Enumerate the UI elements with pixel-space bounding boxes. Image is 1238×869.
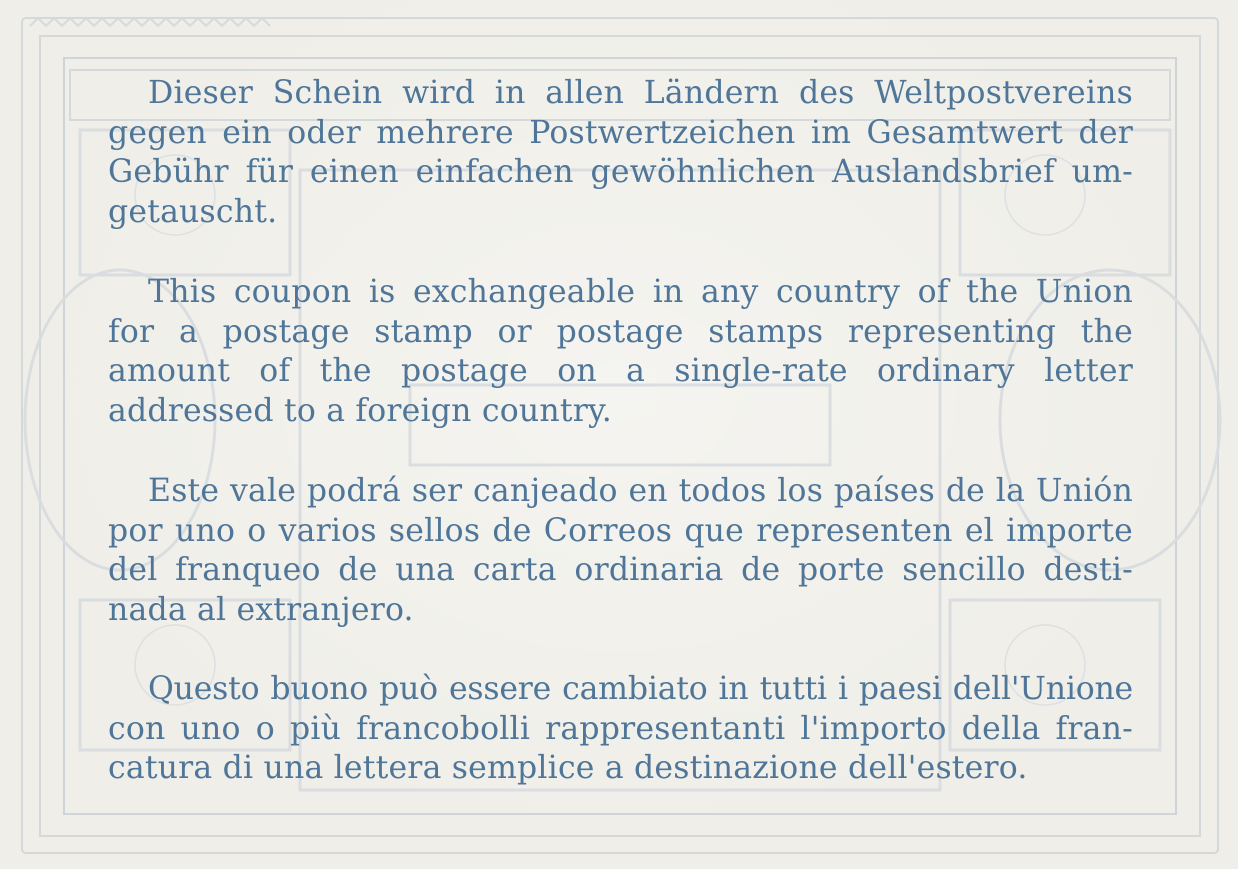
spanish-line-1: Este vale podrá ser canjeado en todos los países de la Unión — [148, 473, 1133, 509]
english-line-4: addressed to a foreign country. — [108, 392, 612, 429]
german-line-4: getauscht. — [108, 193, 278, 230]
italian-paragraph — [108, 670, 1133, 789]
italian-line-3: catura di una lettera semplice a destinazione dell'estero. — [108, 750, 1028, 786]
german-line-2: gegen ein oder mehrere Postwertzeichen im Gesamtwert der — [108, 114, 1133, 151]
english-line-2: for a postage stamp or postage stamps representing the — [108, 313, 1133, 350]
italian-line-2: con uno o più francobolli rappresentanti l'importo della fran- — [108, 710, 1133, 747]
italian-line-1: Questo buono può essere cambiato in tutti i paesi dell'Unione — [148, 671, 1133, 707]
english-paragraph — [108, 273, 1133, 431]
spanish-line-3: del franqueo de una carta ordinaria de porte sencillo desti- — [108, 552, 1133, 588]
german-line-3: Gebühr für einen einfachen gewöhnlichen Auslandsbrief um- — [108, 154, 1133, 190]
spanish-line-2: por uno o varios sellos de Correos que representen el importe — [108, 512, 1133, 549]
spanish-paragraph — [108, 472, 1133, 630]
english-line-1: This coupon is exchangeable in any country of the Union — [148, 274, 1133, 310]
german-line-1: Dieser Schein wird in allen Ländern des Weltpostvereins — [148, 75, 1133, 111]
english-line-3: amount of the postage on a single-rate ordinary letter — [108, 353, 1133, 389]
german-paragraph — [108, 74, 1133, 232]
spanish-line-4: nada al extranjero. — [108, 591, 414, 628]
